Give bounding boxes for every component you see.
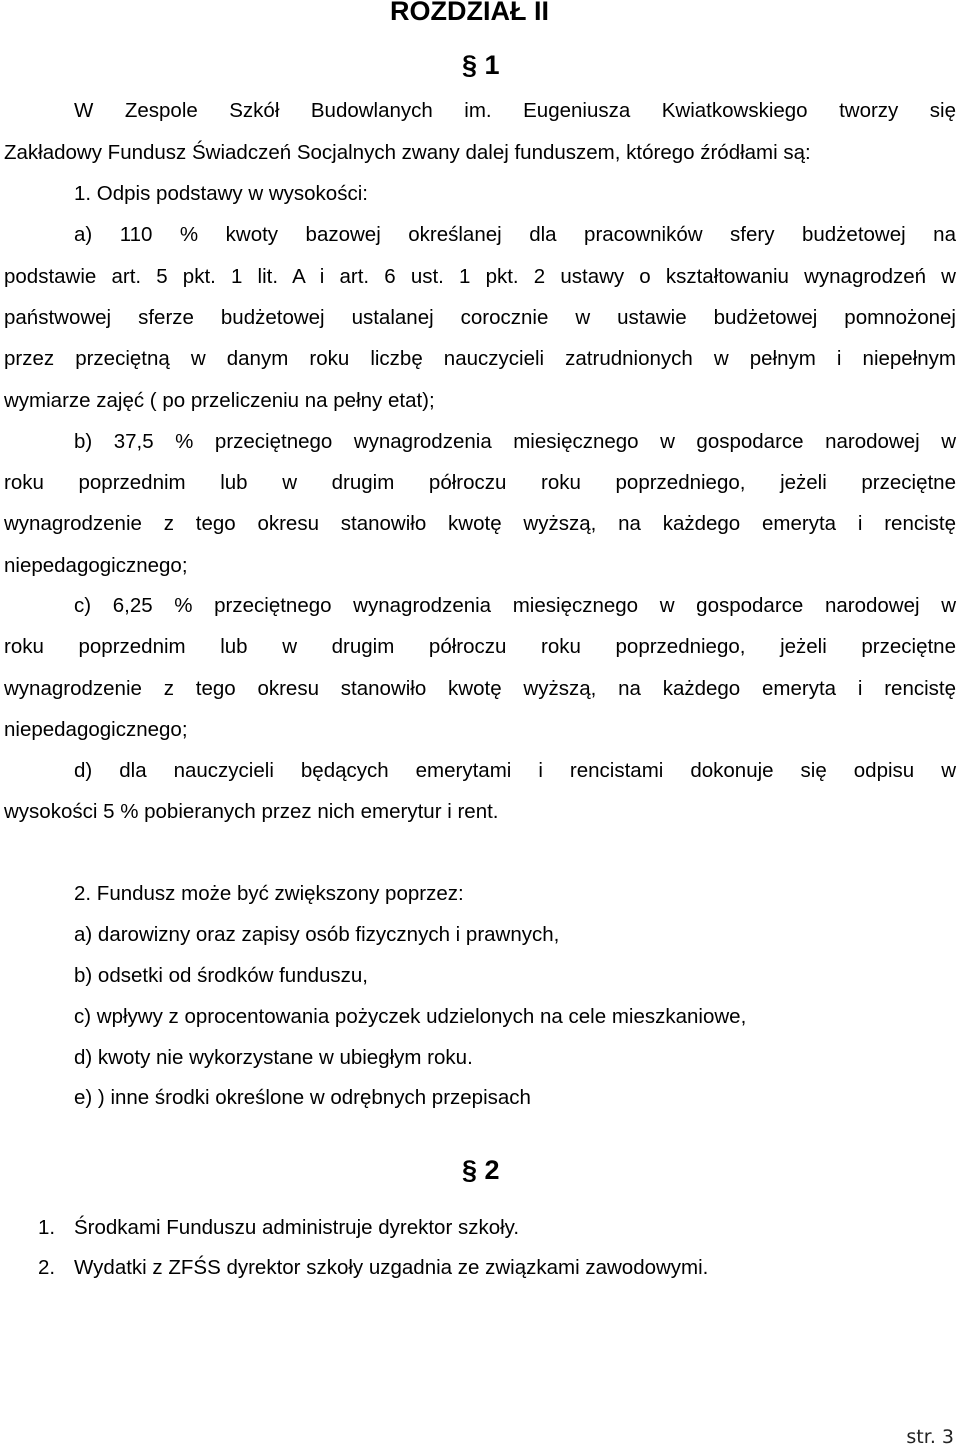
- item-c-line-3: wynagrodzenie z tego okresu stanowiło kwotę wyższą, na każdego emeryta i rencistę: [4, 677, 956, 700]
- item-a-line-1: a) 110 % kwoty bazowej określanej dla pracowników sfery budżetowej na: [74, 223, 956, 246]
- section-2-item-2-number: 2.: [38, 1256, 56, 1279]
- point-2-item-e: e) ) inne środki określone w odrębnych przepisach: [74, 1086, 531, 1109]
- item-c-line-2: roku poprzednim lub w drugim półroczu roku poprzedniego, jeżeli przeciętne: [4, 635, 956, 658]
- item-a-line-5: wymiarze zajęć ( po przeliczeniu na pełny etat);: [4, 389, 435, 412]
- point-2-item-d: d) kwoty nie wykorzystane w ubiegłym roku.: [74, 1046, 473, 1069]
- item-b-line-1: b) 37,5 % przeciętnego wynagrodzenia miesięcznego w gospodarce narodowej w: [74, 430, 956, 453]
- intro-line-2: Zakładowy Fundusz Świadczeń Socjalnych zwany dalej funduszem, którego źródłami są:: [4, 141, 811, 164]
- item-a-line-4: przez przeciętną w danym roku liczbę nauczycieli zatrudnionych w pełnym i niepełnym: [4, 347, 956, 370]
- item-c-line-4: niepedagogicznego;: [4, 718, 188, 741]
- item-a-line-2: podstawie art. 5 pkt. 1 lit. A i art. 6 ust. 1 pkt. 2 ustawy o kształtowaniu wynagrodzeń w: [4, 265, 956, 288]
- point-2-item-a: a) darowizny oraz zapisy osób fizycznych i prawnych,: [74, 923, 560, 946]
- point-2-item-c: c) wpływy z oprocentowania pożyczek udzielonych na cele mieszkaniowe,: [74, 1005, 747, 1028]
- item-d-line-1: d) dla nauczycieli będących emerytami i rencistami dokonuje się odpisu w: [74, 759, 956, 782]
- point-1-title: 1. Odpis podstawy w wysokości:: [74, 182, 368, 205]
- item-d-line-2: wysokości 5 % pobieranych przez nich emerytur i rent.: [4, 800, 499, 823]
- point-2-title: 2. Fundusz może być zwiększony poprzez:: [74, 882, 464, 905]
- section-2-sign: § 2: [462, 1155, 500, 1185]
- item-a-line-3: państwowej sferze budżetowej ustalanej corocznie w ustawie budżetowej pomnożonej: [4, 306, 956, 329]
- chapter-heading: ROZDZIAŁ II: [390, 0, 549, 26]
- item-b-line-3: wynagrodzenie z tego okresu stanowiło kwotę wyższą, na każdego emeryta i rencistę: [4, 512, 956, 535]
- item-c-line-1: c) 6,25 % przeciętnego wynagrodzenia miesięcznego w gospodarce narodowej w: [74, 594, 956, 617]
- page-number: str. 3: [906, 1426, 954, 1448]
- section-1-sign: § 1: [462, 50, 500, 80]
- intro-line-1: W Zespole Szkół Budowlanych im. Eugeniusza Kwiatkowskiego tworzy się: [74, 99, 956, 122]
- section-2-item-1-text: Środkami Funduszu administruje dyrektor szkoły.: [74, 1216, 520, 1239]
- point-2-item-b: b) odsetki od środków funduszu,: [74, 964, 368, 987]
- section-2-item-1-number: 1.: [38, 1216, 56, 1239]
- section-2-item-2-text: Wydatki z ZFŚS dyrektor szkoły uzgadnia ze związkami zawodowymi.: [74, 1256, 709, 1279]
- item-b-line-2: roku poprzednim lub w drugim półroczu roku poprzedniego, jeżeli przeciętne: [4, 471, 956, 494]
- item-b-line-4: niepedagogicznego;: [4, 554, 188, 577]
